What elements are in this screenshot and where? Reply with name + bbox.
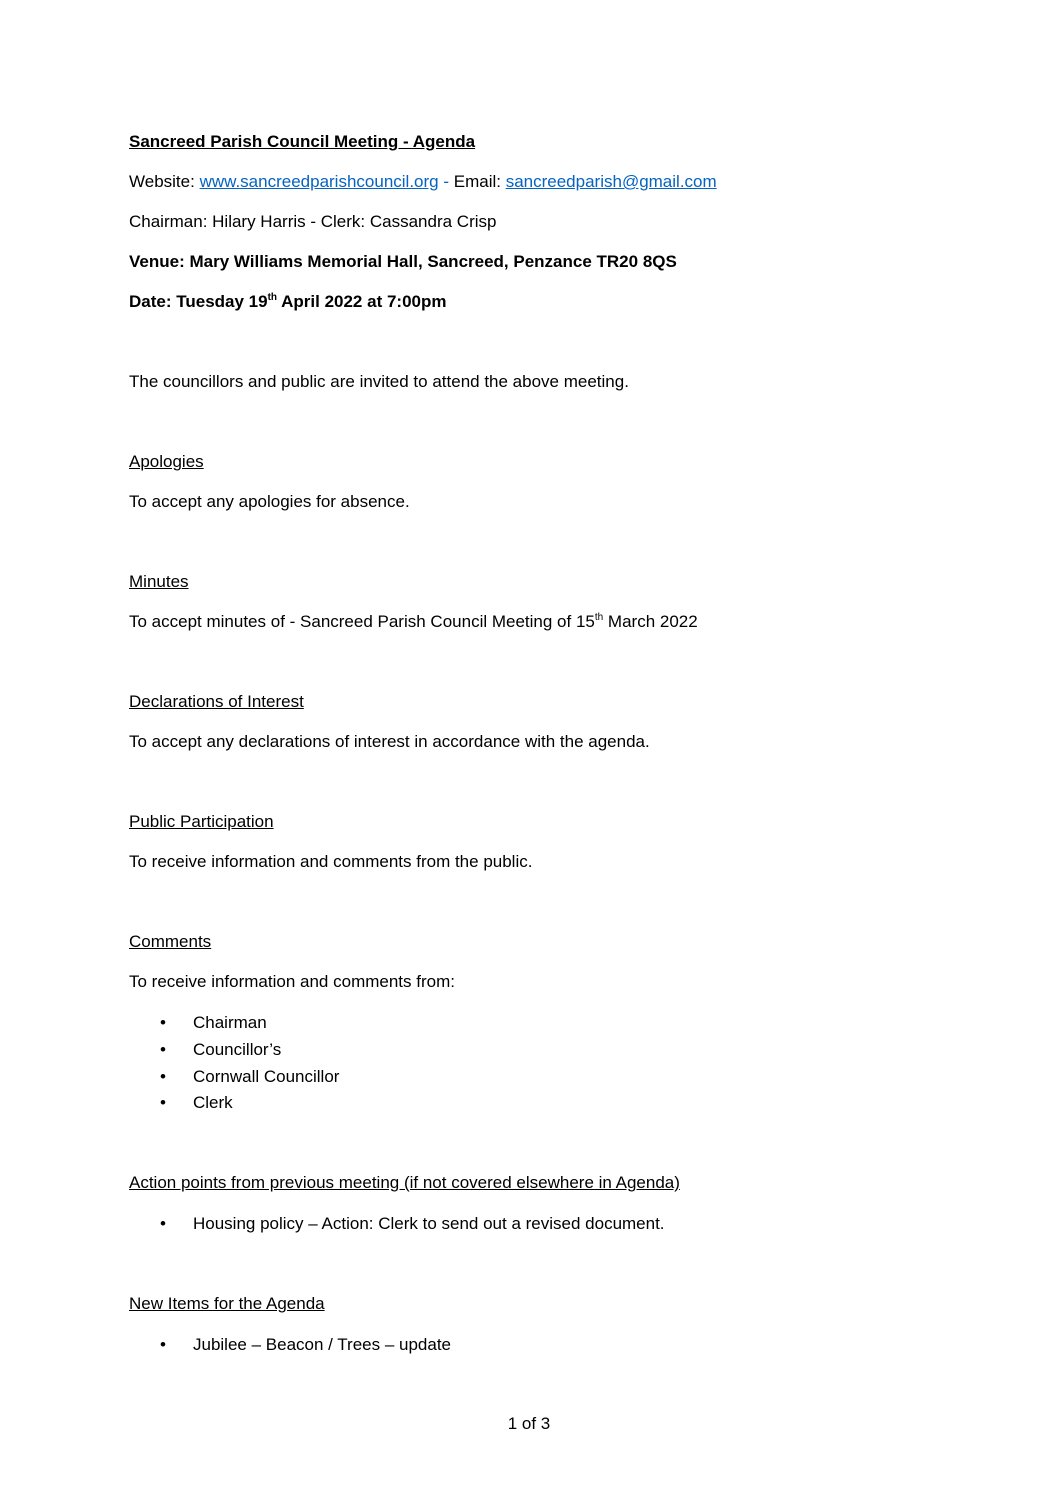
website-label: Website: (129, 172, 200, 191)
officers-line: Chairman: Hilary Harris - Clerk: Cassandra Crisp (129, 212, 497, 231)
email-link[interactable]: sancreedparish@gmail.com (505, 172, 717, 191)
new-items-heading: New Items for the Agenda (129, 1294, 325, 1313)
minutes-text (129, 611, 698, 633)
minutes-text-prefix: To accept minutes of - Sancreed Parish Council Meeting of 15 (129, 612, 595, 631)
bullet-icon: • (160, 1013, 166, 1032)
venue-line: Venue: Mary Williams Memorial Hall, Sancreed, Penzance TR20 8QS (129, 252, 677, 271)
contact-separator: - (438, 172, 454, 191)
date-line (129, 291, 446, 313)
minutes-text-suffix: March 2022 (603, 612, 698, 631)
date-ordinal: th (267, 292, 278, 303)
date-prefix: Date: Tuesday 19 (129, 292, 268, 311)
bullet-icon: • (160, 1214, 166, 1233)
minutes-ordinal: th (594, 612, 604, 623)
minutes-heading: Minutes (129, 572, 189, 591)
list-item: Clerk (193, 1093, 233, 1112)
apologies-text: To accept any apologies for absence. (129, 492, 410, 511)
declarations-text: To accept any declarations of interest in accordance with the agenda. (129, 732, 650, 751)
list-item: Cornwall Councillor (193, 1067, 340, 1086)
list-item: Councillor’s (193, 1040, 282, 1059)
declarations-heading: Declarations of Interest (129, 692, 304, 711)
intro-text: The councillors and public are invited to attend the above meeting. (129, 372, 629, 391)
page-title: Sancreed Parish Council Meeting - Agenda (129, 132, 476, 151)
website-line (129, 171, 717, 193)
public-participation-heading: Public Participation (129, 812, 274, 831)
action-points-heading: Action points from previous meeting (if not covered elsewhere in Agenda) (129, 1173, 680, 1192)
list-item: Housing policy – Action: Clerk to send out a revised document. (193, 1214, 665, 1233)
website-link[interactable]: www.sancreedparishcouncil.org (199, 172, 439, 191)
apologies-heading: Apologies (129, 452, 204, 471)
comments-heading: Comments (129, 932, 212, 951)
bullet-icon: • (160, 1067, 166, 1086)
date-suffix: April 2022 at 7:00pm (277, 292, 447, 311)
page-number: 1 of 3 (507, 1414, 551, 1433)
bullet-icon: • (160, 1093, 166, 1112)
bullet-icon: • (160, 1335, 166, 1354)
public-participation-text: To receive information and comments from the public. (129, 852, 533, 871)
comments-text: To receive information and comments from: (129, 972, 455, 991)
bullet-icon: • (160, 1040, 166, 1059)
list-item: Chairman (193, 1013, 267, 1032)
list-item: Jubilee – Beacon / Trees – update (193, 1335, 452, 1354)
email-label: Email: (453, 172, 506, 191)
